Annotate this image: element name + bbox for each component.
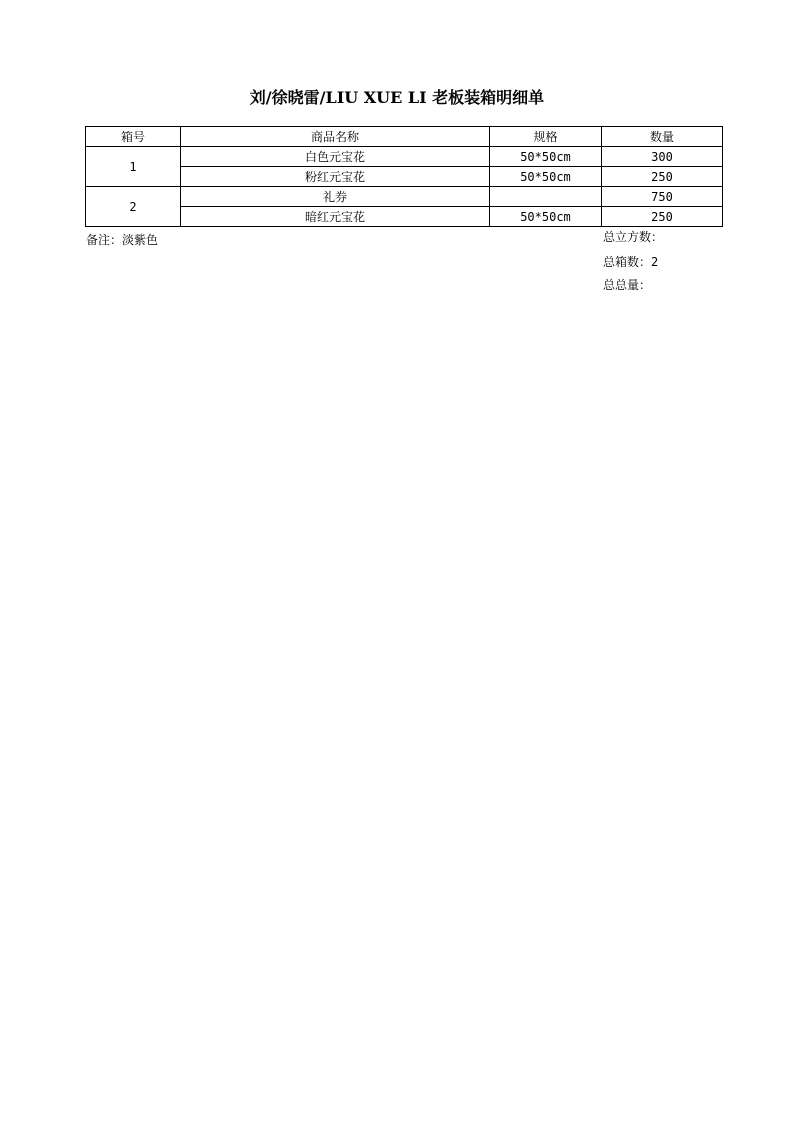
- spec-cell: 50*50cm: [490, 207, 602, 227]
- remark-line: [86, 231, 158, 249]
- product-name-cell: 白色元宝花: [181, 147, 490, 167]
- table-row: [86, 167, 723, 187]
- remark-label: 备注：: [86, 233, 123, 247]
- table-header-row: [86, 127, 723, 147]
- product-name-cell: 礼券: [181, 187, 490, 207]
- box-number-cell: 1: [86, 147, 181, 187]
- remark-value: 淡紫色: [122, 233, 159, 247]
- header-spec: 规格: [490, 127, 602, 147]
- table-row: [86, 207, 723, 227]
- spec-cell: [490, 187, 602, 207]
- document-title: 刘/徐晓雷/LIU XUE LI 老板装箱明细单: [249, 88, 545, 107]
- total-boxes-label: 总箱数：: [603, 255, 652, 269]
- quantity-cell: 750: [602, 187, 723, 207]
- total-volume-line: [603, 228, 663, 246]
- header-quantity: 数量: [602, 127, 723, 147]
- product-name-cell: 粉红元宝花: [181, 167, 490, 187]
- total-weight-label: 总总量：: [603, 278, 652, 292]
- table-row: [86, 147, 723, 167]
- table-row: [86, 187, 723, 207]
- spec-cell: 50*50cm: [490, 147, 602, 167]
- header-product-name: 商品名称: [181, 127, 490, 147]
- product-name-cell: 暗红元宝花: [181, 207, 490, 227]
- box-number-cell: 2: [86, 187, 181, 227]
- packing-list-table: [85, 126, 723, 227]
- total-weight-line: [603, 276, 651, 294]
- total-boxes-line: [603, 253, 658, 271]
- quantity-cell: 250: [602, 167, 723, 187]
- quantity-cell: 250: [602, 207, 723, 227]
- header-box-no: 箱号: [86, 127, 181, 147]
- spec-cell: 50*50cm: [490, 167, 602, 187]
- quantity-cell: 300: [602, 147, 723, 167]
- total-volume-label: 总立方数：: [603, 230, 664, 244]
- total-boxes-value: 2: [651, 255, 659, 269]
